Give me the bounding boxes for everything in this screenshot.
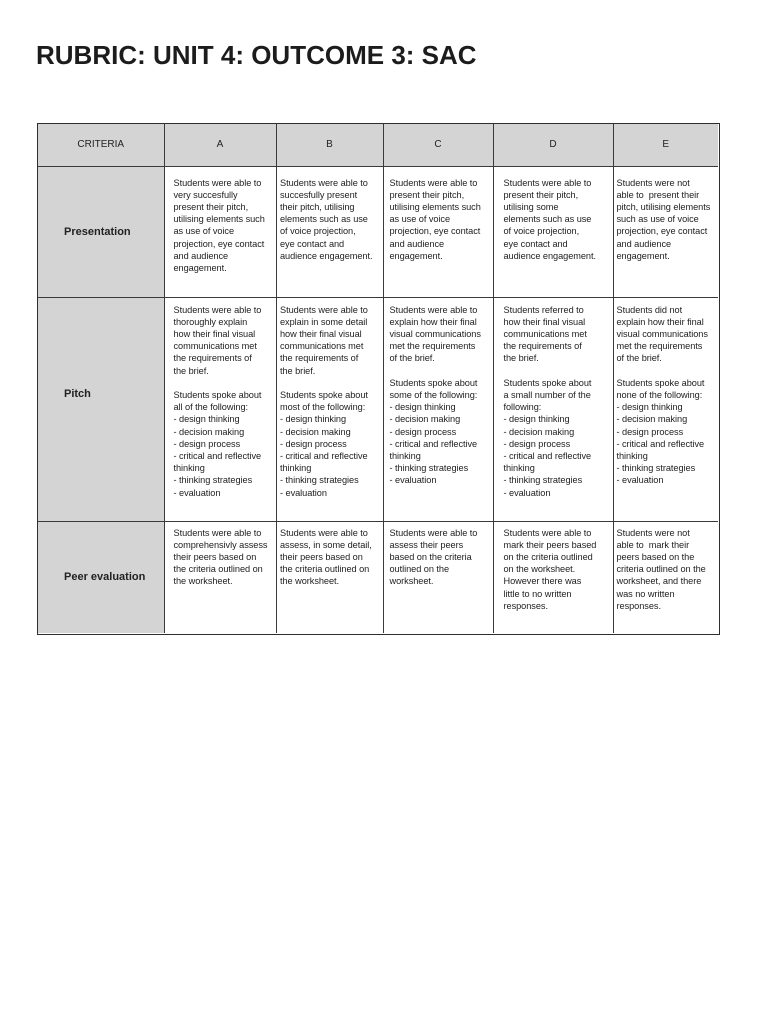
cell-pitch-b: Students were able to explain in some detail how their final visual communications met the requirements of the brief. Students spoke about most of the following: - design thinking - decision making - design process - critical and reflective thinking - thinking strategies - evaluation	[277, 298, 384, 522]
header-grade-b: B	[277, 124, 384, 167]
cell-peer-evaluation-b: Students were able to assess, in some detail, their peers based on the criteria outlined on the worksheet.	[277, 522, 384, 634]
cell-pitch-d: Students referred to how their final visual communications met the requirements of the brief. Students spoke about a small number of the following: - design thinking - decision making - design process - critical and reflective thinking - thinking strategies - evaluation	[494, 298, 614, 522]
rubric-table	[37, 123, 720, 635]
cell-peer-evaluation-e: Students were not able to mark their peers based on the criteria outlined on the worksheet, and there was no written responses.	[616, 527, 706, 611]
cell-pitch-a: Students were able to thoroughly explain how their final visual communications met the requirements of the brief. Students spoke about all of the following: - design thinking - decision making - design process - critical and reflective thinking - thinking strategies - evaluation	[165, 298, 277, 522]
criterion-peer-evaluation: Peer evaluation	[38, 522, 165, 634]
cell-presentation-b: Students were able to succesfully present their pitch, utilising elements such as use of voice projection, eye contact and audience engagement.	[277, 167, 384, 298]
cell-peer-evaluation-c: Students were able to assess their peers based on the criteria outlined on the worksheet.	[384, 522, 494, 634]
header-criteria: CRITERIA	[38, 124, 165, 167]
cell-presentation-a: Students were able to very succesfully present their pitch, utilising elements such as use of voice projection, eye contact and audience engagement.	[165, 167, 277, 298]
header-grade-c: C	[384, 124, 494, 167]
cell-presentation-e: Students were not able to present their pitch, utilising elements such as use of voice projection, eye contact and audience engagement.	[614, 167, 719, 298]
page-title: RUBRIC: UNIT 4: OUTCOME 3: SAC	[36, 40, 477, 70]
cell-presentation-c: Students were able to present their pitch, utilising elements such as use of voice projection, eye contact and audience engagement.	[384, 167, 494, 298]
header-grade-e: E	[614, 124, 719, 167]
criterion-presentation: Presentation	[38, 167, 165, 298]
cell-peer-evaluation-d: Students were able to mark their peers based on the criteria outlined on the worksheet. However there was little to no written responses.	[494, 522, 614, 634]
cell-presentation-d: Students were able to present their pitch, utilising some elements such as use of voice projection, eye contact and audience engagement.	[494, 167, 614, 298]
header-grade-a: A	[165, 124, 277, 167]
cell-peer-evaluation-a: Students were able to comprehensivly assess their peers based on the criteria outlined on the worksheet.	[165, 522, 277, 634]
cell-pitch-e: Students did not explain how their final visual communications met the requirements of the brief. Students spoke about none of the following: - design thinking - decision making - design process - critical and reflective thinking - thinking strategies - evaluation	[614, 298, 719, 522]
cell-pitch-c: Students were able to explain how their final visual communications met the requirements of the brief. Students spoke about some of the following: - design thinking - decision making - design process - critical and reflective thinking - thinking strategies - evaluation	[384, 298, 494, 522]
header-grade-d: D	[494, 124, 614, 167]
criterion-pitch: Pitch	[38, 298, 165, 522]
